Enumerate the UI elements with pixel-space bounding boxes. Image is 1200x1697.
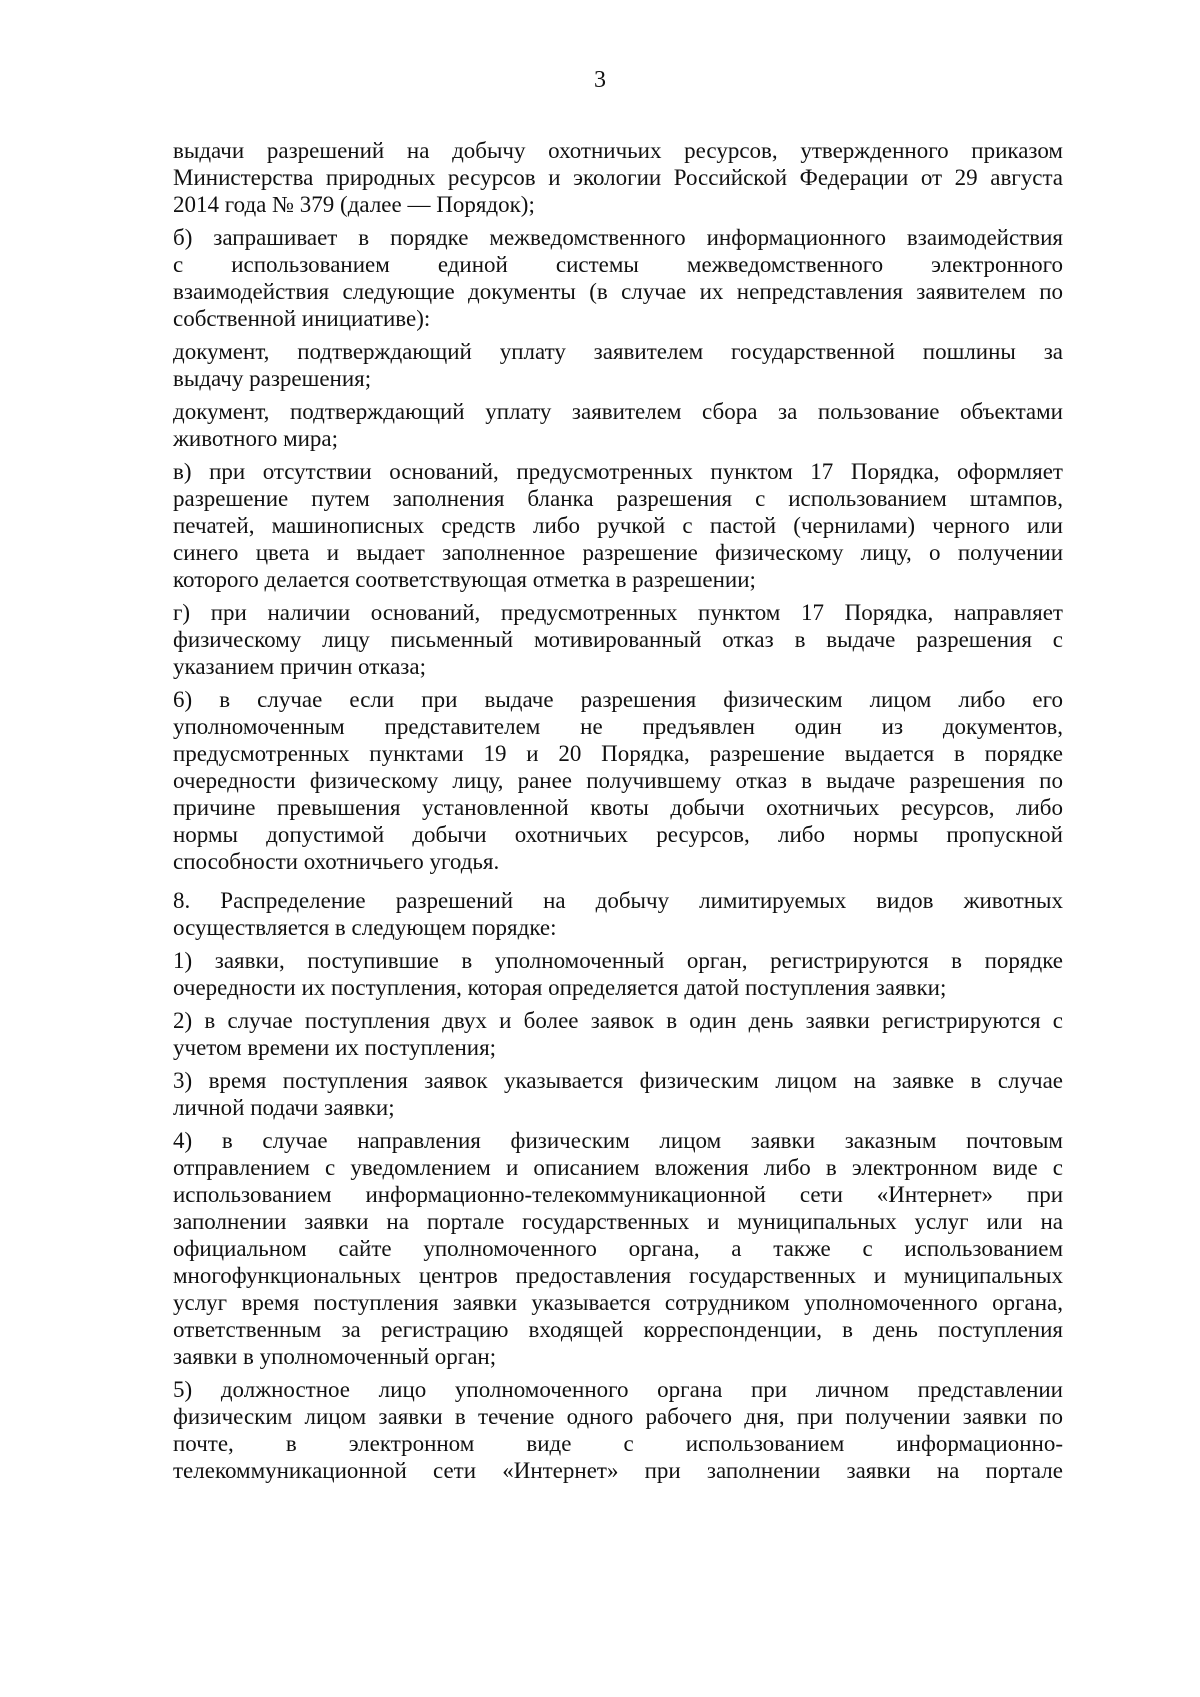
paragraph [173,947,1063,1001]
paragraph [173,224,1063,332]
text-line: 2) в случае поступления двух и более заявок в один день заявки регистрируются с [173,1008,1063,1033]
text-line: в) при отсутствии оснований, предусмотренных пунктом 17 Порядка, оформляет [173,459,1063,484]
page-number: 3 [594,67,606,93]
paragraph [173,686,1063,875]
text-line: способности охотничьего угодья. [173,849,500,874]
document-body [173,137,1063,1490]
text-line: причине превышения установленной квоты добычи охотничьих ресурсов, либо [173,795,1063,820]
text-line: почте, в электронном виде с использованием информационно- [173,1431,1063,1456]
paragraph [173,458,1063,593]
paragraph [173,1127,1063,1370]
text-line: официальном сайте уполномоченного органа, а также с использованием [173,1236,1063,1261]
text-line: заявки в уполномоченный орган; [173,1344,497,1369]
text-line: очередности их поступления, которая определяется датой поступления заявки; [173,975,947,1000]
text-line: телекоммуникационной сети «Интернет» при заполнении заявки на портале [173,1458,1063,1483]
text-line: документ, подтверждающий уплату заявителем государственной пошлины за [173,339,1063,364]
text-line: нормы допустимой добычи охотничьих ресурсов, либо нормы пропускной [173,822,1063,847]
text-line: животного мира; [173,426,339,451]
text-line: предусмотренных пунктами 19 и 20 Порядка, разрешение выдается в порядке [173,741,1063,766]
text-line: выдачи разрешений на добычу охотничьих ресурсов, утвержденного приказом [173,138,1063,163]
text-line: с использованием единой системы межведомственного электронного [173,252,1063,277]
text-line: собственной инициативе): [173,306,431,331]
paragraph [143,887,1063,941]
text-line: которого делается соответствующая отметка в разрешении; [173,567,756,592]
text-line: учетом времени их поступления; [173,1035,497,1060]
text-line: заполнении заявки на портале государственных и муниципальных услуг или на [173,1209,1063,1234]
text-line: отправлением с уведомлением и описанием вложения либо в электронном виде с [173,1155,1063,1180]
text-line: выдачу разрешения; [173,366,372,391]
text-line: б) запрашивает в порядке межведомственного информационного взаимодействия [173,225,1063,250]
paragraph [173,398,1063,452]
text-line: 5) должностное лицо уполномоченного органа при личном представлении [173,1377,1063,1402]
text-line: 2014 года № 379 (далее — Порядок); [173,192,535,217]
text-line: указанием причин отказа; [173,654,426,679]
paragraph [173,338,1063,392]
text-line: 6) в случае если при выдаче разрешения физическим лицом либо его [173,687,1063,712]
text-line: 8. Распределение разрешений на добычу лимитируемых видов животных [173,888,1063,913]
text-line: многофункциональных центров предоставления государственных и муниципальных [173,1263,1063,1288]
text-line: Министерства природных ресурсов и экологии Российской Федерации от 29 августа [173,165,1063,190]
text-line: 3) время поступления заявок указывается физическим лицом на заявке в случае [173,1068,1063,1093]
text-line: использованием информационно-телекоммуникационной сети «Интернет» при [173,1182,1063,1207]
paragraph [173,137,1063,218]
text-line: г) при наличии оснований, предусмотренных пунктом 17 Порядка, направляет [173,600,1063,625]
text-line: уполномоченным представителем не предъявлен один из документов, [173,714,1063,739]
text-line: услуг время поступления заявки указывается сотрудником уполномоченного органа, [173,1290,1063,1315]
paragraph [173,1067,1063,1121]
text-line: разрешение путем заполнения бланка разрешения с использованием штампов, [173,486,1063,511]
paragraph [173,1007,1063,1061]
text-line: очередности физическому лицу, ранее получившему отказ в выдаче разрешения по [173,768,1063,793]
text-line: физическому лицу письменный мотивированный отказ в выдаче разрешения с [173,627,1063,652]
text-line: синего цвета и выдает заполненное разрешение физическому лицу, о получении [173,540,1063,565]
text-line: личной подачи заявки; [173,1095,395,1120]
text-line: ответственным за регистрацию входящей корреспонденции, в день поступления [173,1317,1063,1342]
text-line: 4) в случае направления физическим лицом заявки заказным почтовым [173,1128,1063,1153]
text-line: печатей, машинописных средств либо ручкой с пастой (чернилами) черного или [173,513,1063,538]
text-line: 1) заявки, поступившие в уполномоченный орган, регистрируются в порядке [173,948,1063,973]
text-line: взаимодействия следующие документы (в случае их непредставления заявителем по [173,279,1063,304]
paragraph [173,1376,1063,1484]
paragraph [173,599,1063,680]
text-line: осуществляется в следующем порядке: [173,915,557,940]
text-line: документ, подтверждающий уплату заявителем сбора за пользование объектами [173,399,1063,424]
text-line: физическим лицом заявки в течение одного рабочего дня, при получении заявки по [173,1404,1063,1429]
